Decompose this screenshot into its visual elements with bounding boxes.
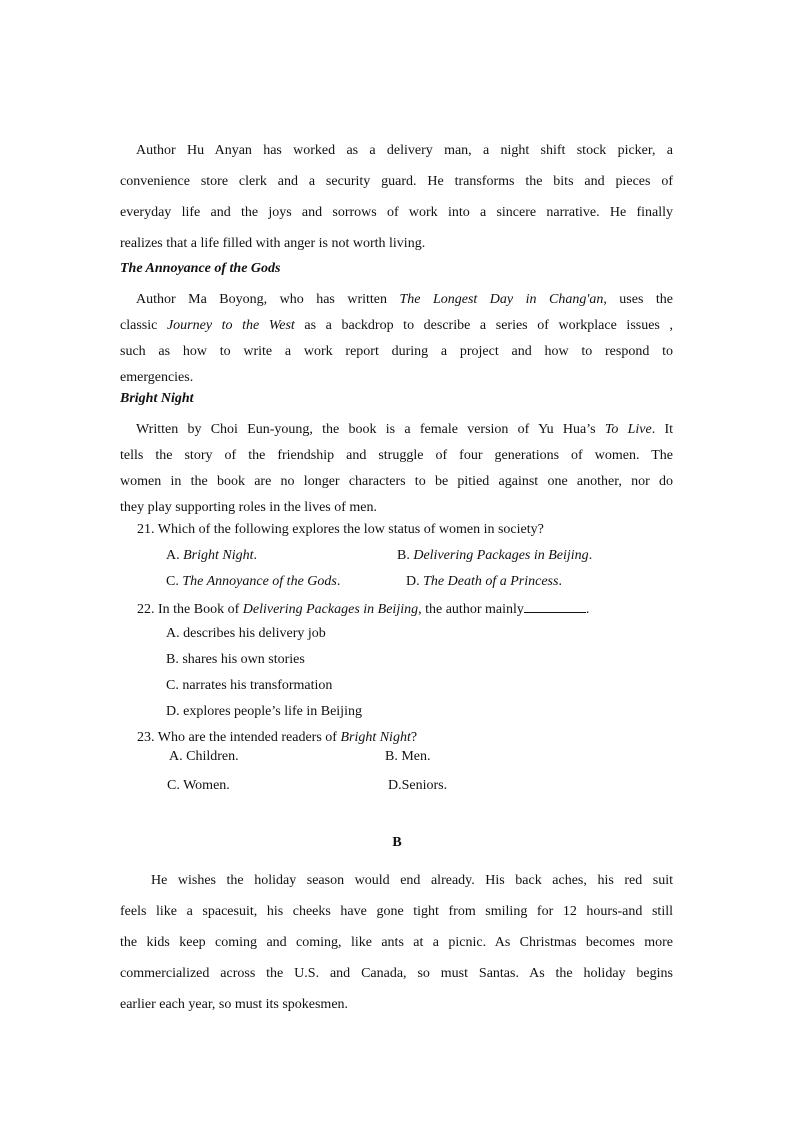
question-21-option-b[interactable]: B. Delivering Packages in Beijing.	[397, 548, 593, 563]
book-title-inline: To Live	[604, 422, 652, 437]
text-line: women in the book are no longer characters to be pitied against one another, nor do	[120, 474, 673, 489]
text-line: commercialized across the U.S. and Canada, so must Santas. As the holiday begins	[120, 966, 673, 981]
question-22-option-a[interactable]: A. describes his delivery job	[166, 626, 326, 641]
question-23-option-b[interactable]: B. Men.	[385, 749, 431, 764]
book-title-annoyance: The Annoyance of the Gods	[120, 261, 281, 276]
question-23-option-a[interactable]: A. Children.	[169, 749, 239, 764]
question-22-option-c[interactable]: C. narrates his transformation	[166, 678, 333, 693]
text-line: classic Journey to the West as a backdrop to describe a series of workplace issues ,	[120, 318, 673, 333]
question-23-stem: 23. Who are the intended readers of Bright Night?	[137, 730, 418, 745]
question-21-option-c[interactable]: C. The Annoyance of the Gods.	[166, 574, 341, 589]
text-line: feels like a spacesuit, his cheeks have gone tight from smiling for 12 hours-and still	[120, 904, 673, 919]
book-title-inline: Journey to the West	[166, 318, 295, 333]
question-22-option-d[interactable]: D. explores people’s life in Beijing	[166, 704, 362, 719]
paragraph-santa	[120, 865, 673, 1020]
text-line: He wishes the holiday season would end already. His back aches, his red suit	[151, 873, 673, 888]
text-line: tells the story of the friendship and struggle of four generations of women. The	[120, 448, 673, 463]
question-23-option-d[interactable]: D.Seniors.	[388, 778, 448, 793]
text-line: emergencies.	[120, 370, 194, 385]
book-title-bright-night: Bright Night	[120, 391, 194, 406]
text-line: convenience store clerk and a security guard. He transforms the bits and pieces of	[120, 174, 673, 189]
text-line: earlier each year, so must its spokesmen.	[120, 997, 349, 1012]
text-line: Author Ma Boyong, who has written The Longest Day in Chang'an, uses the	[136, 292, 674, 307]
text-line: everyday life and the joys and sorrows of work into a sincere narrative. He finally	[120, 205, 673, 220]
text-line: the kids keep coming and coming, like ants at a picnic. As Christmas becomes more	[120, 935, 673, 950]
text-line: they play supporting roles in the lives of men.	[120, 500, 378, 515]
question-21-option-a[interactable]: A. Bright Night.	[166, 548, 258, 563]
question-22-stem: 22. In the Book of Delivering Packages in Beijing, the author mainly .	[137, 602, 590, 617]
question-22-option-b[interactable]: B. shares his own stories	[166, 652, 305, 667]
text-line: Author Hu Anyan has worked as a delivery man, a night shift stock picker, a	[136, 143, 673, 158]
question-21-option-d[interactable]: D. The Death of a Princess.	[406, 574, 562, 589]
paragraph-hu-anyan	[120, 135, 673, 259]
answer-blank[interactable]	[524, 600, 586, 613]
question-21-stem: 21. Which of the following explores the low status of women in society?	[137, 522, 544, 537]
question-23-option-c[interactable]: C. Women.	[167, 778, 230, 793]
text-line: Written by Choi Eun-young, the book is a female version of Yu Hua’s To Live. It	[136, 422, 673, 437]
paragraph-choi-eun-young	[120, 417, 673, 521]
book-title-inline: The Longest Day in Chang'an	[399, 292, 604, 307]
section-b-label: B	[392, 835, 402, 850]
text-line: such as how to write a work report during a project and how to respond to	[120, 344, 673, 359]
text-line: realizes that a life filled with anger is not worth living.	[120, 236, 426, 251]
paragraph-ma-boyong	[120, 287, 673, 391]
